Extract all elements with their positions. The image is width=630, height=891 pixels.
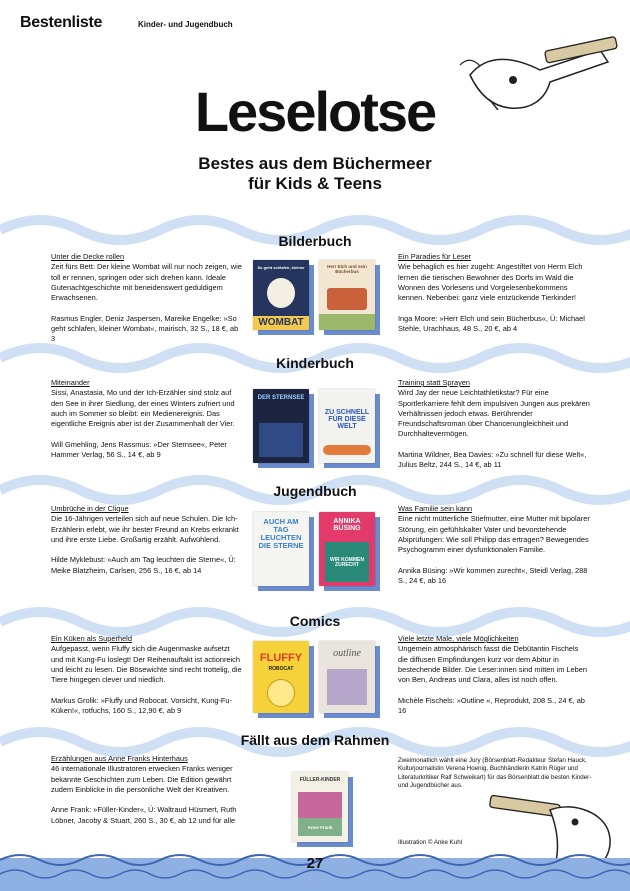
chick-illustration	[267, 679, 295, 707]
subtitle-line-2: für Kids & Teens	[248, 174, 382, 193]
book-cover-fluffy	[253, 641, 309, 713]
review-left	[51, 378, 243, 471]
book-cover-fueller-kinder	[292, 772, 348, 842]
review-body: Sissi, Anastasia, Mo und der Ich-Erzähler sind stolz auf den See in ihrer Siedlung, der eines Winters zufriert und auch im Sommer so bleibt: ein Medienereignis. Das eigentliche Ereignis aber ist der Zusammenhalt der Vier.	[51, 388, 235, 429]
review-ref: Inga Moore: »Herr Elch und sein Bücherbus«, Ü: Michael Stehle, Urachhaus, 48 S., 20 €, ab 4	[398, 313, 585, 334]
review-left	[51, 754, 243, 836]
book-cover-wombat	[253, 260, 309, 330]
section-label: Bestenliste	[20, 14, 103, 31]
wombat-illustration	[267, 278, 295, 308]
bus-illustration	[327, 288, 367, 310]
illustration-credit: Illustration © Anke Kuhl	[398, 839, 463, 846]
review-body: Eine nicht mütterliche Stiefmutter, eine Mutter mit bipolarer Störung, ein gefühlskalter Vater und bevorstehende Abiprüfungen: Wie soll Philipp das ertragen? Bewegendes Psychogramm einer dysfunktionalen Familie.	[398, 514, 590, 555]
review-ref: Michèle Fischels: »Outline «, Reprodukt, 208 S., 24 €, ab 16	[398, 695, 585, 716]
section-title-faellt-aus-dem-rahmen: Fällt aus dem Rahmen	[240, 732, 390, 748]
review-body: Ungemein atmosphärisch fasst die Debütantin Fischels die diffusen Empfindungen kurz vor dem Abitur in bestechende Bilder. Die Leser:innen sind mitten im Leben von Ben, Andreas und Clara, alles ist noch offen.	[398, 644, 587, 685]
review-ref: Martina Wildner, Bea Davies: »Zu schnell für diese Welt«, Julius Beltz, 244 S., 14 €, ab 11	[398, 450, 587, 470]
review-body: Wie behaglich es hier zugeht: Angestiftet von Herrn Elch lernen die tierischen Bewohner des Dorfs im Wald die Wonnen des Vorlesens und Vorgelesenbekommens kennen. Nebenbei: ganz viele entzückende Tierkinder!	[398, 262, 583, 303]
category-label: Kinder- und Jugendbuch	[138, 20, 233, 29]
page-number: 27	[306, 855, 324, 872]
section-title-bilderbuch: Bilderbuch	[278, 233, 352, 249]
page-title: Leselotse	[194, 80, 436, 143]
review-right	[398, 504, 590, 597]
review-ref: Markus Grolik: »Fluffy und Robocat. Vorsicht, Kung-Fu-Küken!«, rotfuchs, 160 S., 12,90 €, ab 9	[51, 695, 233, 716]
review-body: Die 16-Jährigen verteilen sich auf neue Schulen. Die Ich-Erzählerin erlebt, wie ihr bester Freund an Krebs erkrankt und ihre erste Liebe. Großartig erzählt. Aufwühlend.	[51, 514, 239, 544]
review-right	[398, 634, 590, 727]
book-cover-herr-elch	[319, 260, 375, 330]
track-illustration	[323, 445, 371, 455]
city-illustration	[259, 423, 303, 457]
book-cover-sternsee	[253, 389, 309, 463]
figure-illustration	[327, 669, 367, 705]
review-heading: Miteinander	[51, 378, 90, 387]
review-ref: Hilde Myklebust: »Auch am Tag leuchten die Sterne«, Ü: Meike Blatzheim, Carlsen, 256 S., 16 €, ab 14	[51, 555, 236, 575]
cover-subtitle: ROBOCAT	[268, 666, 294, 672]
review-body: 46 internationale Illustratoren erwecken Franks weniger bekannte Geschichten zum Leben. Die Edition gewährt zudem Einblicke in die persönliche Welt der Kreativen.	[51, 764, 233, 794]
cover-big-title: WOMBAT	[258, 317, 304, 328]
cover-title: Herr Elch und sein Bücherbus	[327, 264, 367, 274]
section-title-jugendbuch: Jugendbuch	[273, 483, 357, 499]
review-body: Aufgepasst, wenn Fluffy sich die Augenmaske aufsetzt und mit Kung-Fu loslegt! Der Reihenauftakt ist actionreich und leicht zu lesen. Die Bösewichte sind recht trottelig, die Tiere hingegen clever und niedlich.	[51, 644, 242, 685]
section-title-kinderbuch: Kinderbuch	[276, 355, 354, 371]
review-heading: Training statt Sprayen	[398, 378, 471, 387]
review-ref: Anne Frank: »Füller-Kinder«, Ü: Waltraud Hüsmert, Ruth Löbner, Jacoby & Stuart, 260 S., 30 €, ab 12 und für alle	[51, 805, 237, 825]
review-left	[51, 504, 243, 586]
review-ref: Annika Büsing: »Wir kommen zurecht«, Steidl Verlag, 288 S., 24 €, ab 16	[398, 565, 588, 586]
tree-illustration	[298, 792, 342, 818]
review-heading: Erzählungen aus Anne Franks Hinterhaus	[51, 754, 188, 763]
cover-subtitle: Anne Frank	[307, 825, 333, 830]
cover-title: WIR KOMMEN ZURECHT	[330, 557, 364, 568]
review-body: Zeit fürs Bett: Der kleine Wombat will nur noch zeigen, wie toll er rennen, springen oder sich drehen kann. Ideale Gutenachtgeschichte mit beneidenswert geduldigem Erwachsenen.	[51, 262, 242, 303]
cover-title: outline	[333, 648, 361, 659]
cover-author: ANNIKA BÜSING	[333, 518, 361, 532]
review-heading: Viele letzte Male, viele Möglichkeiten	[398, 634, 519, 643]
review-right	[398, 252, 590, 345]
page-subtitle	[0, 154, 630, 194]
book-cover-zu-schnell	[319, 389, 375, 463]
cover-title: DER STERNSEE	[257, 395, 305, 401]
review-right	[398, 378, 590, 481]
review-left	[51, 634, 243, 727]
cover-title: AUCH AM TAG LEUCHTEN DIE STERNE	[258, 517, 304, 550]
book-cover-outline	[319, 641, 375, 713]
cover-title: FLUFFY	[259, 652, 303, 664]
review-left	[51, 252, 243, 355]
review-heading: Umbrüche in der Clique	[51, 504, 129, 513]
review-ref: Rasmus Engler, Deniz Jaspersen, Mareike Engelke: »So geht schlafen, kleiner Wombat«, mairisch, 32 S., 18 €, ab 3	[51, 313, 239, 344]
review-heading: Ein Küken als Superheld	[51, 634, 132, 643]
jury-credits: Zweimonatlich wählt eine Jury (Börsenblatt-Redakteur Stefan Hauck, Kulturjournalistin Verena Hoenig, Buchhändlerin Katrin Rüger und Literaturkritiker Ralf Schweikart) für das Börsenblatt die besten Kinder- und Jugendbücher aus.	[398, 757, 592, 790]
review-heading: Unter die Decke rollen	[51, 252, 125, 261]
cover-title: So geht schlafen, kleiner	[257, 265, 305, 270]
subtitle-line-1: Bestes aus dem Büchermeer	[198, 154, 432, 173]
cover-title: FÜLLER-KINDER	[299, 777, 341, 783]
book-cover-wir-kommen-zurecht	[319, 512, 375, 586]
book-cover-auch-am-tag	[253, 512, 309, 586]
section-title-comics: Comics	[289, 613, 341, 629]
review-heading: Ein Paradies für Leser	[398, 252, 472, 261]
review-body: Wird Jay der neue Leichtathletikstar? Für eine Sportlerkarriere fehlt dem impulsiven Jungen aus prekären Verhältnissen jedoch etwas. Berührender Freundschaftsroman über Chancenungleichheit und Durchhaltevermögen.	[398, 388, 590, 439]
review-ref: Will Gmehling, Jens Rassmus: »Der Sternsee«, Peter Hammer Verlag, 56 S., 14 €, ab 9	[51, 439, 227, 460]
review-heading: Was Familie sein kann	[398, 504, 473, 513]
cover-title: ZU SCHNELL FÜR DIESE WELT	[324, 409, 370, 430]
